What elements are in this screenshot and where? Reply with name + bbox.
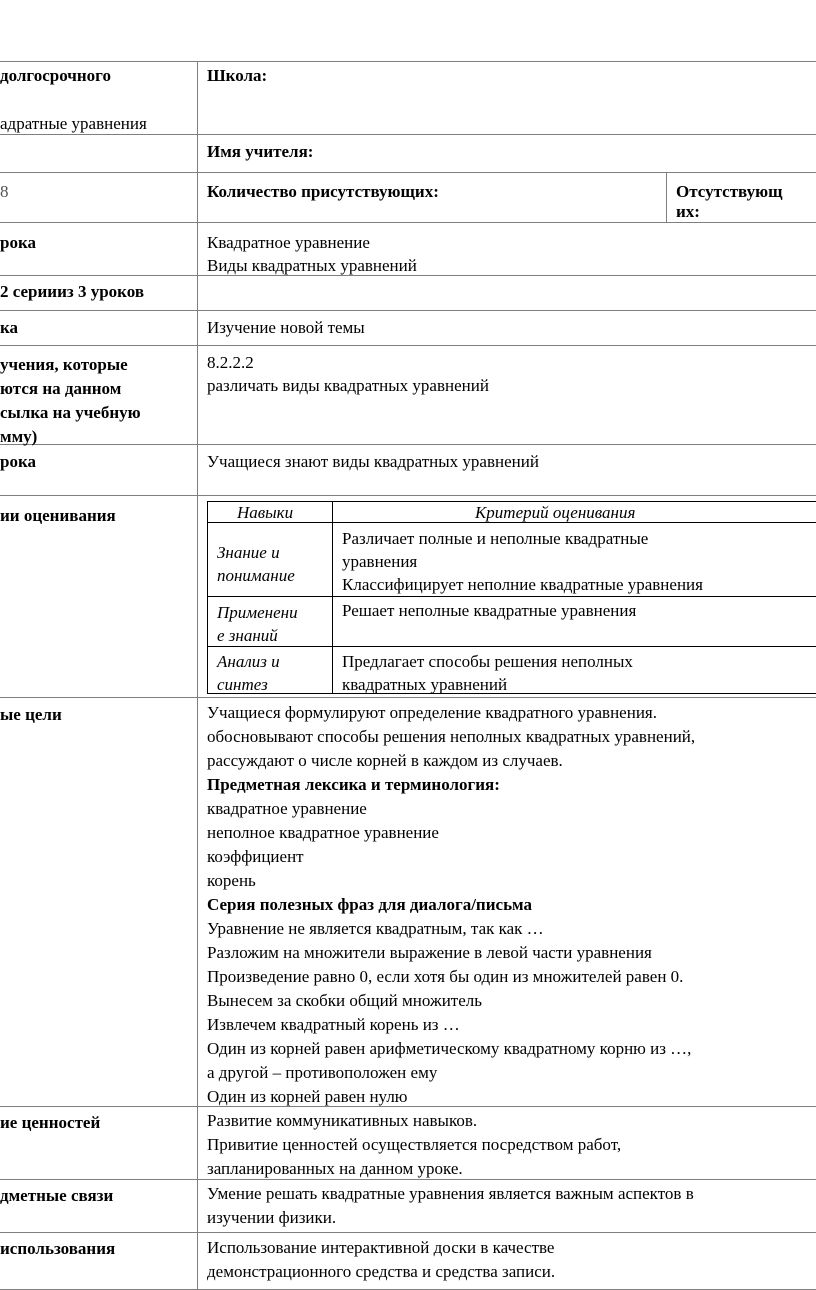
- language-line-2: обосновывают способы решения неполных квадратных уравнений,: [207, 727, 696, 746]
- phrase-item: Уравнение не является квадратным, так как …: [207, 919, 544, 938]
- vocab-item: коэффициент: [207, 847, 304, 866]
- absent-label-2: их:: [676, 202, 700, 221]
- language-line-3: рассуждают о числе корней в каждом из случаев.: [207, 751, 563, 770]
- row-divider: [0, 495, 816, 496]
- phrase-item: Произведение равно 0, если хотя бы один из множителей равен 0.: [207, 967, 684, 986]
- phrases-heading: Серия полезных фраз для диалога/письма: [207, 895, 533, 914]
- criteria-col-skills: Навыки: [237, 503, 294, 522]
- crosscurricular-label: дметные связи: [0, 1186, 114, 1205]
- criteria-table-border: [207, 596, 816, 597]
- criteria-col-criteria: Критерий оценивания: [475, 503, 636, 522]
- left-header-2: адратные уравнения: [0, 114, 147, 133]
- phrase-item: Один из корней равен нулю: [207, 1087, 408, 1106]
- lesson-type-value: Изучение новой темы: [207, 318, 365, 337]
- row-divider: [0, 172, 816, 173]
- phrase-item: Извлечем квадратный корень из …: [207, 1015, 460, 1034]
- row-divider: [0, 444, 816, 445]
- values-line-3: запланированных на данном уроке.: [207, 1159, 463, 1178]
- ict-line-1: Использование интерактивной доски в качестве: [207, 1238, 555, 1257]
- row-divider: [0, 1232, 816, 1233]
- criteria-table-border: [332, 501, 333, 694]
- objectives-label-3: сылка на учебную: [0, 403, 141, 422]
- criterion-3-line-2: квадратных уравнений: [342, 675, 508, 694]
- objectives-label-2: ются на данном: [0, 379, 122, 398]
- criterion-2-line-1: Решает неполные квадратные уравнения: [342, 601, 637, 620]
- row-divider: [0, 345, 816, 346]
- present-label: Количество присутствующих:: [207, 182, 439, 201]
- lesson-number-label: 2 сериииз 3 уроков: [0, 282, 145, 301]
- criterion-1-line-3: Классифицирует неполние квадратные уравнения: [342, 575, 703, 594]
- criteria-table-border: [207, 501, 208, 694]
- row-divider: [0, 310, 816, 311]
- skill-1-line-1: Знание и: [217, 543, 280, 562]
- vocab-heading: Предметная лексика и терминология:: [207, 775, 500, 794]
- phrase-item: Вынесем за скобки общий множитель: [207, 991, 483, 1010]
- objectives-label-1: учения, которые: [0, 355, 128, 374]
- topic-value-1: Квадратное уравнение: [207, 233, 370, 252]
- left-header-1: долгосрочного: [0, 66, 111, 85]
- row-divider: [0, 697, 816, 698]
- vocab-item: квадратное уравнение: [207, 799, 367, 818]
- skill-1-line-2: понимание: [217, 566, 295, 585]
- criterion-3-line-1: Предлагает способы решения неполных: [342, 652, 633, 671]
- skill-3-line-1: Анализ и: [217, 652, 280, 671]
- column-divider-absent: [666, 172, 667, 222]
- values-line-2: Привитие ценностей осуществляется посредством работ,: [207, 1135, 622, 1154]
- teacher-label: Имя учителя:: [207, 142, 314, 161]
- criteria-table-border: [207, 693, 816, 694]
- absent-label-1: Отсутствующ: [676, 182, 783, 201]
- ict-line-2: демонстрационного средства и средства записи.: [207, 1262, 556, 1281]
- left-count-row: 8: [0, 182, 9, 201]
- goal-label: рока: [0, 452, 36, 471]
- language-line-1: Учащиеся формулируют определение квадратного уравнения.: [207, 703, 657, 722]
- phrase-item: Разложим на множители выражение в левой части уравнения: [207, 943, 652, 962]
- skill-3-line-2: синтез: [217, 675, 268, 694]
- ict-label: использования: [0, 1239, 116, 1258]
- language-goals-label: ые цели: [0, 705, 62, 724]
- lesson-type-label: ка: [0, 318, 19, 337]
- skill-2-line-2: е знаний: [217, 626, 278, 645]
- criteria-table-border: [207, 646, 816, 647]
- crosscurricular-line-1: Умение решать квадратные уравнения является важным аспектов в: [207, 1184, 694, 1203]
- criteria-label: ии оценивания: [0, 506, 116, 525]
- table-border-top: [0, 61, 816, 62]
- goal-value: Учащиеся знают виды квадратных уравнений: [207, 452, 539, 471]
- criterion-1-line-2: уравнения: [342, 552, 418, 571]
- phrase-item: Один из корней равен арифметическому квадратному корню из …,: [207, 1039, 692, 1058]
- skill-2-line-1: Применени: [217, 603, 298, 622]
- school-label: Школа:: [207, 66, 268, 85]
- vocab-item: корень: [207, 871, 256, 890]
- values-line-1: Развитие коммуникативных навыков.: [207, 1111, 478, 1130]
- vocab-item: неполное квадратное уравнение: [207, 823, 439, 842]
- topic-label: рока: [0, 233, 36, 252]
- topic-value-2: Виды квадратных уравнений: [207, 256, 417, 275]
- values-label: ие ценностей: [0, 1113, 101, 1132]
- crosscurricular-line-2: изучении физики.: [207, 1208, 337, 1227]
- objectives-value: различать виды квадратных уравнений: [207, 376, 489, 395]
- objectives-label-4: мму): [0, 427, 38, 446]
- objectives-code: 8.2.2.2: [207, 353, 254, 372]
- criterion-1-line-1: Различает полные и неполные квадратные: [342, 529, 649, 548]
- row-divider: [0, 1106, 816, 1107]
- phrase-item: а другой – противоположен ему: [207, 1063, 438, 1082]
